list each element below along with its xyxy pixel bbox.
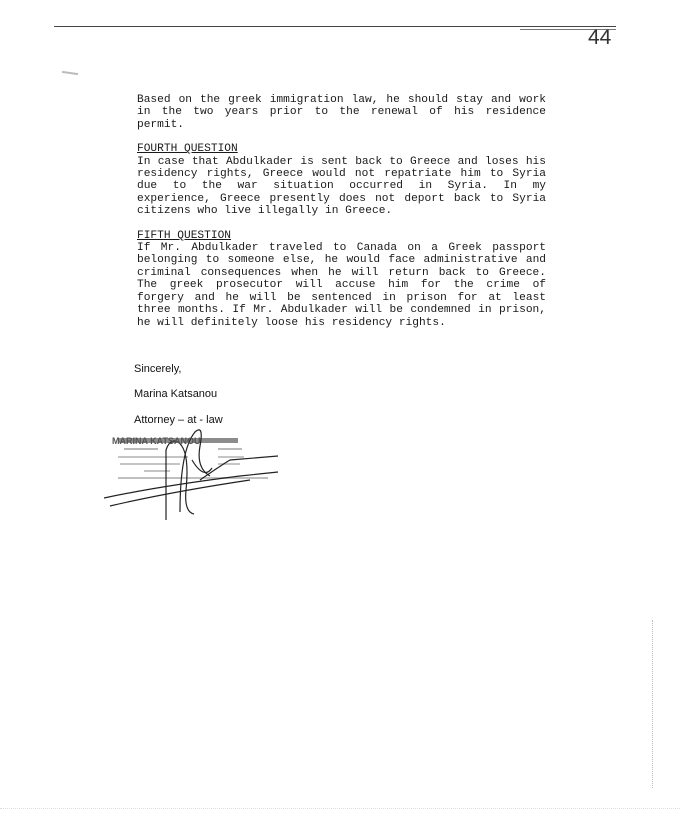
- closing-salutation: Sincerely,: [134, 363, 182, 375]
- fifth-question-answer: If Mr. Abdulkader traveled to Canada on a Greek passport belonging to someone else, he would face administrative and criminal consequences when he will return back to Greece. The greek prosecutor will accuse him for the crime of forgery and he will be sentenced in prison for at least three months. If Mr. Abdulkader will be condemned in prison, he will definitely loose his residency rights.: [137, 242, 546, 329]
- scan-artifact: [62, 71, 78, 75]
- fourth-question-heading: FOURTH QUESTION: [137, 143, 238, 156]
- header-rule: [54, 26, 616, 27]
- stamp-name: MARINA KATSANOU: [112, 436, 201, 446]
- signatory-name: Marina Katsanou: [134, 388, 218, 400]
- fifth-question-heading: FIFTH QUESTION: [137, 229, 231, 242]
- letter-body: [137, 94, 546, 329]
- scan-edge-bottom: [0, 808, 680, 809]
- page-number: 44: [588, 26, 612, 49]
- paragraph-residence: Based on the greek immigration law, he should stay and work in the two years prior to the renewal of his residence permit.: [137, 94, 546, 131]
- scan-edge-right: [652, 620, 653, 788]
- signatory-title: Attorney – at - law: [134, 414, 223, 426]
- fourth-question-answer: In case that Abdulkader is sent back to Greece and loses his residency rights, Greece would not repatriate him to Syria due to the war situation occurred in Syria. In my experience, Greece presently does not deport back to Syria citizens who live illegally in Greece.: [137, 155, 546, 218]
- signature-stamp: [100, 420, 285, 525]
